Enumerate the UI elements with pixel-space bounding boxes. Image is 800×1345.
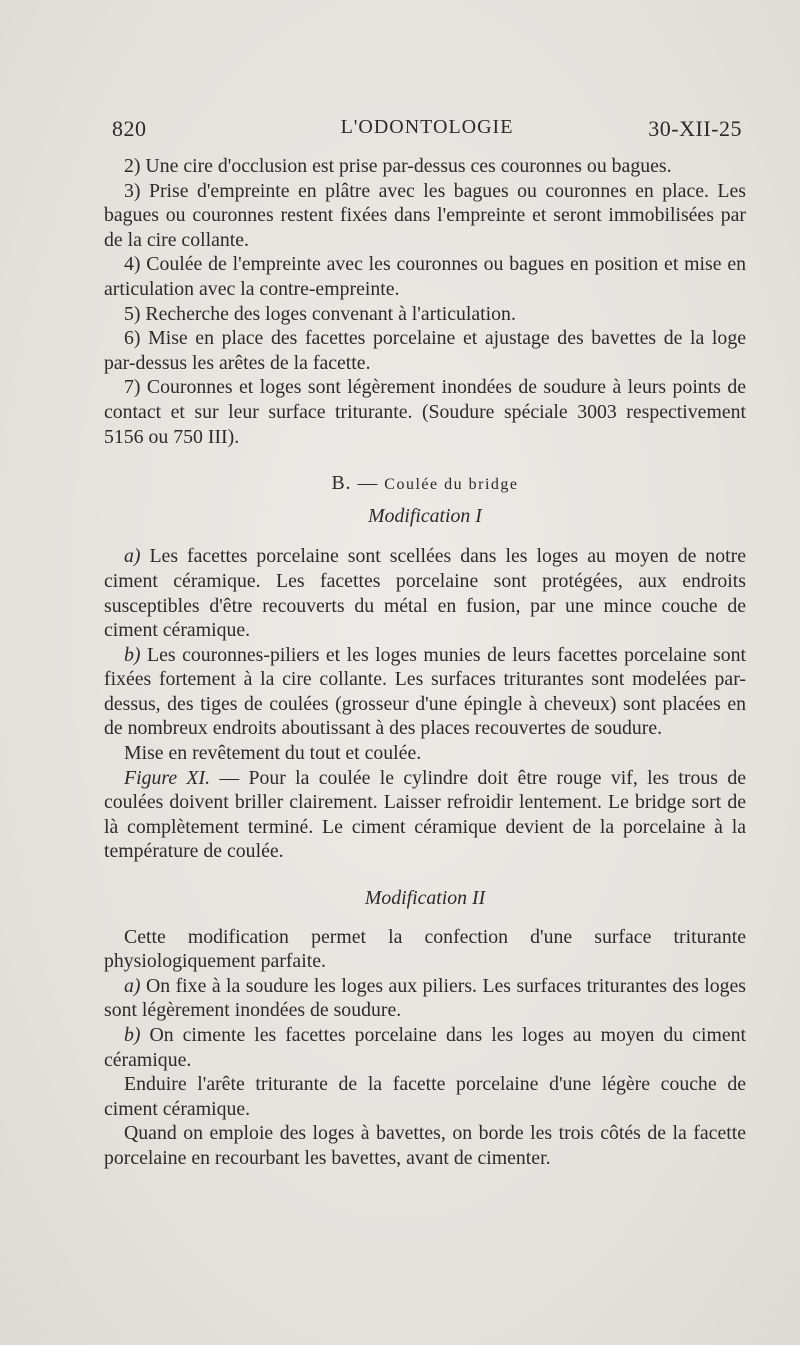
figure-text: — Pour la coulée le cylindre doit être rouge vif, les trous de coulées doivent briller clairement. Laisser refroidir lentement. Le bridge sort de là complètement terminé. Le ciment céramique devient de la porcelaine à la température de coulée.: [104, 766, 746, 863]
item-b-label: b): [124, 643, 141, 666]
paragraph-step-7: 7) Couronnes et loges sont légèrement inondées de soudure à leurs points de contact et sur leur surface triturante. (Soudure spéciale 3003 respectivement 5156 ou 750 III).: [104, 376, 746, 448]
item-b-text: Les couronnes-piliers et les loges munies de leurs facettes porcelaine sont fixées fortement à la cire collante. Les surfaces triturantes sont modelées par-dessus, des tiges de coulées (grosseur d'une épingle à cheveux) sont placées en de nombreux endroits aboutissant à des places recouvertes de soudure.: [104, 643, 746, 740]
paragraph-step-2: 2) Une cire d'occlusion est prise par-dessus ces couronnes ou bagues.: [124, 155, 672, 177]
modification-1-heading: Modification I: [368, 504, 482, 527]
modification-1-item-b: [104, 643, 746, 741]
modification-2-item-b: [104, 1023, 746, 1072]
item-a-text: On fixe à la soudure les loges aux piliers. Les surfaces triturantes des loges sont légèrement inondées de soudure.: [104, 974, 746, 1022]
paragraph-revetement: Mise en revêtement du tout et coulée.: [124, 742, 422, 765]
section-b-heading: [104, 471, 746, 498]
item-a-label: a): [124, 545, 141, 568]
paragraph-step-4: 4) Coulée de l'empreinte avec les couronnes ou bagues en position et mise en articulation avec la contre-empreinte.: [104, 253, 746, 300]
modification-1-item-a: [104, 544, 746, 642]
paragraph-step-3: 3) Prise d'empreinte en plâtre avec les bagues ou couronnes en place. Les bagues ou couronnes restent fixées dans l'empreinte et seront immobilisées par de la cire collante.: [104, 179, 746, 251]
item-a-text: Les facettes porcelaine sont scellées dans les loges au moyen de notre ciment céramique. Les facettes porcelaine sont protégées, aux endroits susceptibles d'être recouverts du métal en fusion, par une mince couche de ciment céramique.: [104, 545, 746, 642]
section-b-prefix: B. —: [331, 472, 385, 495]
paragraph-step-6: 6) Mise en place des facettes porcelaine et ajustage des bavettes de la loge par-dessus les arêtes de la facette.: [104, 327, 746, 374]
journal-title: L'ODONTOLOGIE: [340, 116, 514, 138]
modification-2-item-a: [104, 974, 746, 1023]
paragraph-modification-2-intro: Cette modification permet la confection d'une surface triturante physiologiquement parfaite.: [104, 925, 746, 973]
paragraph-bavettes: Quand on emploie des loges à bavettes, on borde les trois côtés de la facette porcelaine en recourbant les bavettes, avant de cimenter.: [104, 1122, 746, 1169]
item-b-text: On cimente les facettes porcelaine dans les loges au moyen du ciment céramique.: [104, 1024, 746, 1071]
issue-date: 30-XII-25: [648, 116, 742, 141]
item-a-label: a): [124, 974, 141, 997]
paragraph-step-5: 5) Recherche des loges convenant à l'articulation.: [124, 302, 516, 325]
page-number: 820: [112, 116, 147, 141]
paragraph-figure-xi: [104, 766, 746, 864]
modification-2-heading: Modification II: [364, 887, 486, 910]
figure-label: Figure XI.: [124, 766, 211, 789]
running-header: [112, 116, 742, 146]
article-body: [104, 154, 746, 1171]
paragraph-enduire: Enduire l'arête triturante de la facette porcelaine d'une légère couche de ciment céramique.: [104, 1073, 746, 1120]
section-b-title: Coulée du bridge: [384, 476, 519, 494]
item-b-label: b): [124, 1024, 141, 1046]
